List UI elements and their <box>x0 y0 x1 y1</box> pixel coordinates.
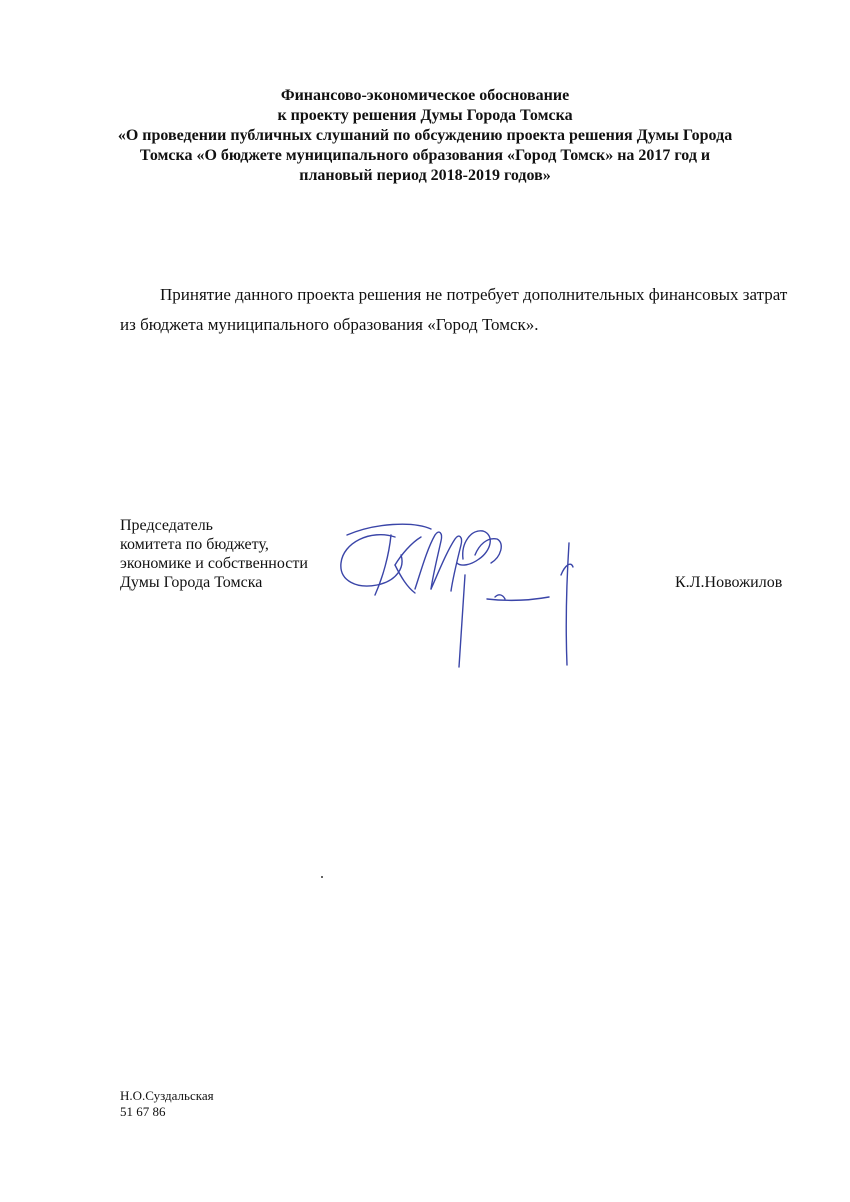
title-line: к проекту решения Думы Города Томска <box>277 107 573 124</box>
position-line: Председатель <box>120 517 213 534</box>
body-line: из бюджета муниципального образования «Город Томск». <box>120 315 539 334</box>
body-paragraph <box>120 280 810 340</box>
body-line: Принятие данного проекта решения не потребует дополнительных финансовых затрат <box>160 285 788 304</box>
stray-dot <box>321 876 323 878</box>
title-line: Финансово-экономическое обоснование <box>280 87 570 104</box>
position-line: комитета по бюджету, <box>120 536 269 553</box>
handwritten-signature <box>335 515 585 675</box>
document-title <box>100 86 750 186</box>
executor-name: Н.О.Суздальская <box>120 1088 214 1103</box>
position-line: Думы Города Томска <box>120 574 263 591</box>
signatory-name: К.Л.Новожилов <box>675 574 783 591</box>
executor-phone: 51 67 86 <box>120 1104 166 1119</box>
signatory-position <box>120 516 308 592</box>
position-line: экономике и собственности <box>120 555 308 572</box>
executor-info <box>120 1088 214 1120</box>
title-line: плановый период 2018-2019 годов» <box>299 167 551 184</box>
title-line: Томска «О бюджете муниципального образования «Город Томск» на 2017 год и <box>139 147 711 164</box>
title-line: «О проведении публичных слушаний по обсуждению проекта решения Думы Города <box>117 127 733 144</box>
